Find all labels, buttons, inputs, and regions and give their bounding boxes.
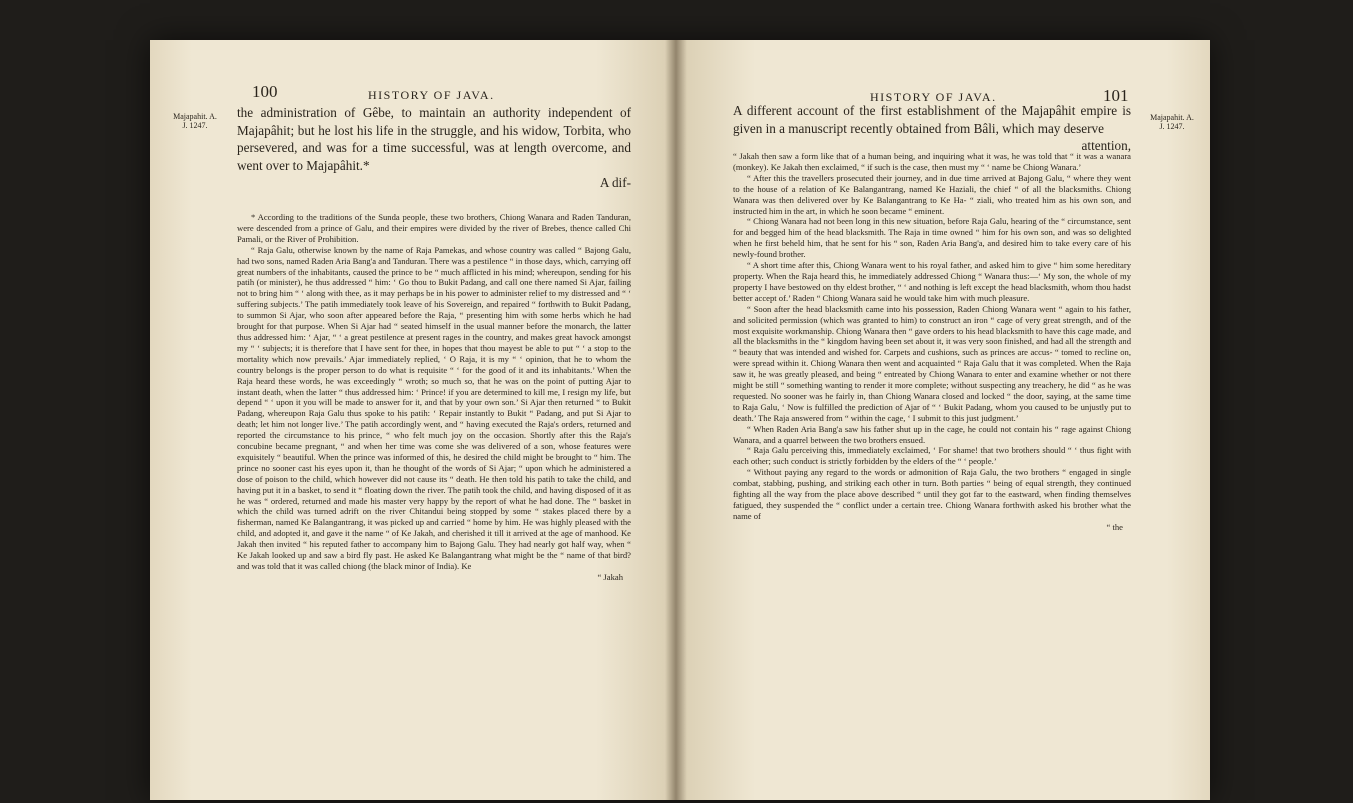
margin-note: Majapahit. A. J. 1247.: [173, 112, 217, 130]
body-text: [733, 102, 1131, 155]
footnote: “ Raja Galu, otherwise known by the name of Raja Pamekas, and whose country was called “ Bajong Galu, had two sons, named Raden Aria Bang'a and Tanduran. There was a pestilence “ in those days, which, carrying off great numbers of the inhabitants, caused the prince to be “ much afflicted in his mind; whereupon, sending for his patih (or minister), he thus addressed “ him: ‘ Go thou to Bukit Padang, and call one there named Si Ajar, failing not to bring him “ ‘ along with thee, as it may perhaps be in his power to administer relief to my distressed and “ ‘ suffering subjects.’ The patih immediately took leave of his Sovereign, and repaired “ forthwith to Bukit Padang, to summon Si Ajar, who soon after appeared before the Raja, “ presenting him with some herbs which he had brought for that purpose. When Si Ajar had “ seated himself in the usual manner before the monarch, the latter thus addressed him: ‘ Ajar, “ ‘ a great pestilence at present rages in the country, and makes great havock amongst my “ ‘ subjects; it is therefore that I have sent for thee, in hopes that thou mayest be able to put “ ‘ a stop to the mortality which now prevails.’ Ajar immediately replied, ‘ O Raja, it is my “ ‘ opinion, that he to whom the country belongs is the proper person to do what is requisite “ ‘ for the good of it and its inhabitants.’ When the Raja heard these words, he was exceedingly “ wroth; so much so, that he was on the point of putting Ajar to instant death, when the latter “ thus addressed him: ‘ Prince! if you are determined to kill me, I resign my life, but depend “ ‘ upon it you will be made to answer for it, and that by your own son.’ Si Ajar then returned “ to Bukit Padang, whereupon Raja Galu thus spoke to his patih: ‘ Repair instantly to Bukit “ Padang, and put Si Ajar to death; let him not longer live.’ The patih accordingly went, and “ having executed the Raja's orders, returned and reported the circumstance to his prince, “ who felt much joy on the occasion. Shortly after this the Raja's concubine became pregnant, “ and when her time was come she was delivered of a son, whose features were exquisitely “ beautiful. When the prince was informed of this, he desired the child might be brought to “ him. The prince no sooner cast his eyes upon it, than he thought of the words of Si Ajar; “ upon which he administered a dose of poison to the child, which however did not cause its “ death. He then told his patih to take the child, and having put it in a basket, to send it “ floating down the river. The patih took the child, and having disposed of it as he was “ ordered, returned and made his master very happy by the report of what he had done. The “ basket in which the child was turned adrift on the river Chitandui being stopped by some “ stakes placed there by a fisherman, named Ke Balangantrang, it was picked up and carried “ home by him. He was highly pleased with the child, and adopted it, and gave it the name “ of Ke Jakah, and cherished it till it arrived at the age of manhood. Ke Jakah then invited “ his reputed father to accompany him to Bajong Galu. They had nearly got half way, when “ Ke Jakah looked up and saw a bird fly past. He asked Ke Balangantrang what might be the “ name of that bird? and was told that it was called chiong (the black minor of India). Ke: [237, 244, 631, 571]
margin-note: Majapahit. A. J. 1247.: [1150, 113, 1194, 131]
footnote: “ When Raden Aria Bang'a saw his father shut up in the cage, he could not contain his “ rage against Chiong Wanara, and a quarrel between the two brothers ensued.: [733, 423, 1131, 445]
catchword: A dif-: [599, 175, 631, 191]
footnote: * According to the traditions of the Sunda people, these two brothers, Chiong Wanara and Raden Tanduran, were descended from a prince of Galu, and their empires were divided by the river of Brebes, thence called Chi Pamali, or the River of Prohibition.: [237, 212, 631, 244]
book-gutter: [665, 40, 687, 800]
footnote: “ A short time after this, Chiong Wanara went to his royal father, and asked him to give “ him some hereditary property. When the Raja heard this, he immediately addressed Chiong “ Wanara thus:—‘ My son, the whole of my property I have bestowed on thy eldest brother, “ ‘ and nothing is left except the head blacksmith, whom thou hadst better accept of.’ Raden “ Chiong Wanara said he would take him with much pleasure.: [733, 260, 1131, 303]
footnote: “ Chiong Wanara had not been long in this new situation, before Raja Galu, hearing of the “ circumstance, sent for and begged him of the head blacksmith. The Raja in time owned “ him for his own son, and was so delighted when he first beheld him, that he sent for his “ son, Raden Aria Bang'a, and desired him to take every care of his newly-found brother.: [733, 216, 1131, 260]
running-title: HISTORY OF JAVA.: [870, 90, 997, 104]
right-page: [675, 40, 1210, 800]
body-paragraph: the administration of Gêbe, to maintain an authority independent of Majapâhit; but he lost his life in the struggle, and his widow, Torbita, who persevered, and was for a time successful, was at length overcome, and went over to Majapâhit.*: [237, 105, 631, 173]
open-book: [150, 40, 1210, 800]
footnote: “ After this the travellers prosecuted their journey, and in due time arrived at Bajong Galu, “ where they went to the house of a relation of Ke Balangantrang, named Ke Haziali, the chief “ of all the blacksmiths. Chiong Wanara was then delivered over by Ke Balangantrang to Ke Ha- “ ziali, who treated him as his own son, and instructed him in the art, in which he soon became “ eminent.: [733, 172, 1131, 216]
footnotes: [733, 151, 1131, 533]
footnote: “ Raja Galu perceiving this, immediately exclaimed, ‘ For shame! that two brothers should “ ‘ thus fight with each other; such conduct is strictly forbidden by the elders of the “ ‘ people.’: [733, 445, 1131, 467]
body-text: [237, 104, 631, 192]
body-last-word: attention,: [1081, 138, 1131, 154]
footnote: “ Soon after the head blacksmith came into his possession, Raden Chiong Wanara went “ again to his father, and solicited permission (which was granted to him) to construct an iron “ cage of very great strength, and of the most exquisite workmanship. Chiong Wanara then “ gave orders to his head blacksmith to have this cage made, and all the blacksmiths in the “ kingdom having been set about it, it was very soon finished, and had all the strength and “ beauty that was intended and wished for. Carpets and cushions, such as princes are accus- “ tomed to recline on, were spread within it. Chiong Wanara then went and acquainted “ Raja Galu that it was completed. When the Raja saw it, he was greatly pleased, and being “ entreated by Chiong Wanara to enter and examine whether or not there might be still “ something wanting to render it more complete; without suspecting any treachery, he did “ as he was requested. No sooner was he fairly in, than Chiong Wanara closed and locked “ the door, saying, at the same time to Raja Galu, ‘ Now is fulfilled the prediction of Ajar of “ ‘ Bukit Padang, whom you caused to be unjustly put to death.’ The Raja answered from “ within the cage, ‘ I submit to this just judgment.’: [733, 303, 1131, 423]
footnote-catchword: “ the: [1106, 521, 1123, 532]
left-page: [150, 40, 675, 800]
running-title: HISTORY OF JAVA.: [368, 88, 495, 102]
footnote: “ Without paying any regard to the words or admonition of Raja Galu, the two brothers “ engaged in single combat, stabbing, pushing, and striking each other in turn. Both parties “ being of equal strength, they continued fighting all the way from the place above described “ until they got far to the eastward, when finding themselves fatigued, they suspended the “ conflict under a certain tree. Chiong Wanara forthwith asked his brother what the name of: [733, 467, 1131, 521]
page-number: 101: [1103, 86, 1129, 105]
footnotes: [237, 212, 631, 583]
page-number: 100: [252, 82, 278, 101]
body-paragraph: A different account of the first establishment of the Majapâhit empire is given in a manuscript recently obtained from Bâli, which may deserve: [733, 103, 1131, 136]
footnote: “ Jakah then saw a form like that of a human being, and inquiring what it was, he was told that “ it was a wanara (monkey). Ke Jakah then exclaimed, “ if such is the case, then must my “ ‘ name be Chiong Wanara.’: [733, 151, 1131, 172]
footnote-catchword: “ Jakah: [597, 571, 623, 582]
